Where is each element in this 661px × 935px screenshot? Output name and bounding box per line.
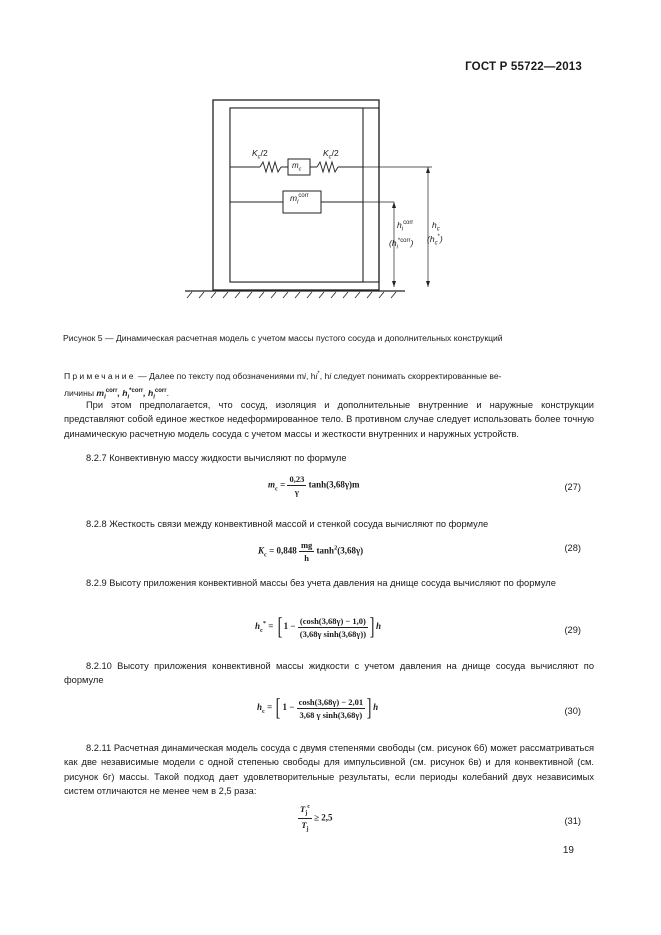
label-kc-left: $K_c/2$ xyxy=(252,148,268,161)
equation-number-28: (28) xyxy=(564,543,581,553)
figure-caption: Рисунок 5 — Динамическая расчетная модель с учетом массы пустого сосуда и дополнительных конструкций xyxy=(63,333,503,343)
label-mc: $m_c$ xyxy=(292,161,302,173)
equation-number-31: (31) xyxy=(564,816,581,826)
equation-27: $m_c$ = $\frac{0,23}{\gamma}$ tanh(3,68γ)m xyxy=(268,474,360,497)
label-hc: $h_c$ xyxy=(432,220,440,233)
page-number: 19 xyxy=(562,845,574,856)
paragraph-8-2-10: 8.2.10 Высоту приложения конвективной массы жидкости с учетом давления на днище сосуда вычисляют по формуле xyxy=(64,661,594,686)
paragraph-8-2-9: 8.2.9 Высоту приложения конвективной массы без учета давления на днище сосуда вычисляют по формуле xyxy=(86,578,556,588)
note-block: Примечание — Далее по тексту под обозначениями mi, hi*, hi следует понимать скорректированные ве- личины $m_i^{corr}$, $h_i^{*corr}$, $h_i^{corr}$. xyxy=(64,370,502,401)
paragraph-assumption: При этом предполагается, что сосуд, изоляция и дополнительные внутренние и наружные конструкции представляют собой единое жесткое недеформированное тело. В противном случае следует использовать более точную динамическую расчетную модель сосуда с учетом массы и жесткости внутренних и наружных устройств. xyxy=(64,400,594,439)
equation-29: $h_c^*$ = [ 1 − $\frac{(\cosh(3,68\gamma) - 1,0)}{\text{(3,68γ sinh(3,68γ))}}$ ] h xyxy=(255,614,382,640)
equation-number-27: (27) xyxy=(564,482,581,492)
label-hi-star-corr: $(h_i^{*corr})$ xyxy=(389,238,414,251)
figure-5-diagram xyxy=(180,95,450,310)
label-kc-right: $K_c/2$ xyxy=(323,148,339,161)
equation-number-29: (29) xyxy=(564,625,581,635)
document-standard-number: ГОСТ Р 55722—2013 xyxy=(465,61,582,73)
label-hc-star: $(h_c^*)$ xyxy=(427,234,443,247)
label-mi-corr: $m_i^{corr}$ xyxy=(290,193,309,206)
note-label: Примечание xyxy=(64,370,136,381)
label-hi-corr: $h_i^{corr}$ xyxy=(397,220,414,233)
equation-30: $h_c$ = [ 1 − $\frac{\cosh(3,68\gamma) - 2,01}{\text{3,68 γ sinh(3,68γ)}}$ ] h xyxy=(257,695,379,721)
paragraph-8-2-7: 8.2.7 Конвективную массу жидкости вычисляют по формуле xyxy=(86,453,347,463)
paragraph-8-2-11: 8.2.11 Расчетная динамическая модель сосуда с двумя степенями свободы (см. рисунок 6б) может рассматриваться как две независимые модели с одной степенью свободы для импульсивной (см. рисунок 6в) и для конвективной (см. рисунок 6г) массы. Такой подход дает удовлетворительные результаты, если периоды колебаний двух независимых систем отличаются не менее чем в 2,5 раза: xyxy=(64,743,594,797)
equation-31: $\frac{T_j^c}{T_j}$ ≥ 2,5 xyxy=(300,804,333,833)
equation-28: $K_c = 0,848$ $\frac{mg}{h}$ $\tanh^2(3,68\gamma)$ xyxy=(258,540,364,563)
equation-number-30: (30) xyxy=(564,706,581,716)
paragraph-8-2-8: 8.2.8 Жесткость связи между конвективной массой и стенкой сосуда вычисляют по формуле xyxy=(86,519,489,529)
